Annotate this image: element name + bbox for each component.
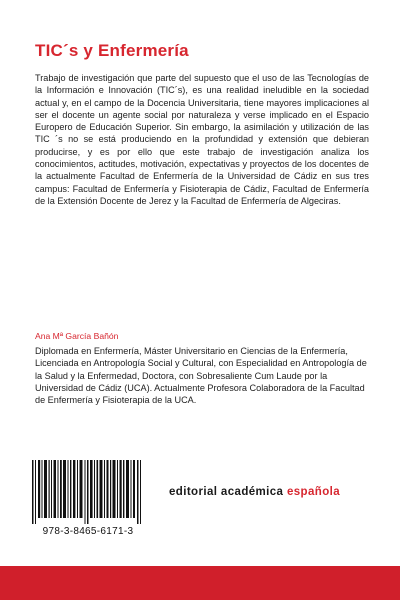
isbn-number: 978-3-8465-6171-3 — [42, 526, 134, 537]
author-name: Ana Mª García Bañón — [35, 331, 119, 341]
publisher-accent-text: española — [286, 486, 341, 498]
book-abstract: Trabajo de investigación que parte del supuesto que el uso de las Tecnologías de la Información e Innovación (TIC´s), es una realidad ineludible en la sociedad actual y, en el campo de la Docencia Universitaria, tiene mayores implicaciones al ser el docente un agente social por naturaleza y verse implicado en el Espacio Europero de Educación Superior. Sin embargo, la asimilación y utilización de las TIC ´s no se está produciendo en la profundidad y extensión que debieran producirse, y es por ello que este trabajo de investigación analiza los conocimientos, actitudes, motivación, expectativas y proyectos de los docentes de la actualmente Facultad de Enfermería de la Universidad de Cádiz en sus tres campus: Facultad de Enfermería y Fisioterapia de Cádiz, Facultad de Enfermería de la Extensión Docente de Jerez y la Facultad de Enfermería de Algeciras. — [35, 73, 369, 206]
barcode-icon — [32, 460, 144, 524]
bottom-color-band — [0, 566, 400, 600]
publisher-name — [169, 486, 389, 498]
book-title: TIC´s y Enfermería — [35, 41, 189, 60]
barcode-area — [25, 446, 153, 544]
author-bio: Diplomada en Enfermería, Máster Universitario en Ciencias de la Enfermería, Licenciada en Antropología Social y Cultural, con Especialidad en Antropología de la Salud y la Enfermedad, Doctora, con Sobresaliente Cum Laude por la Universidad de Cádiz (UCA). Actualmente Profesora Colaboradora de la Facultad de Enfermería y Fisioterapia de la UCA. — [35, 346, 367, 406]
publisher-main-text: editorial académica — [169, 486, 287, 498]
